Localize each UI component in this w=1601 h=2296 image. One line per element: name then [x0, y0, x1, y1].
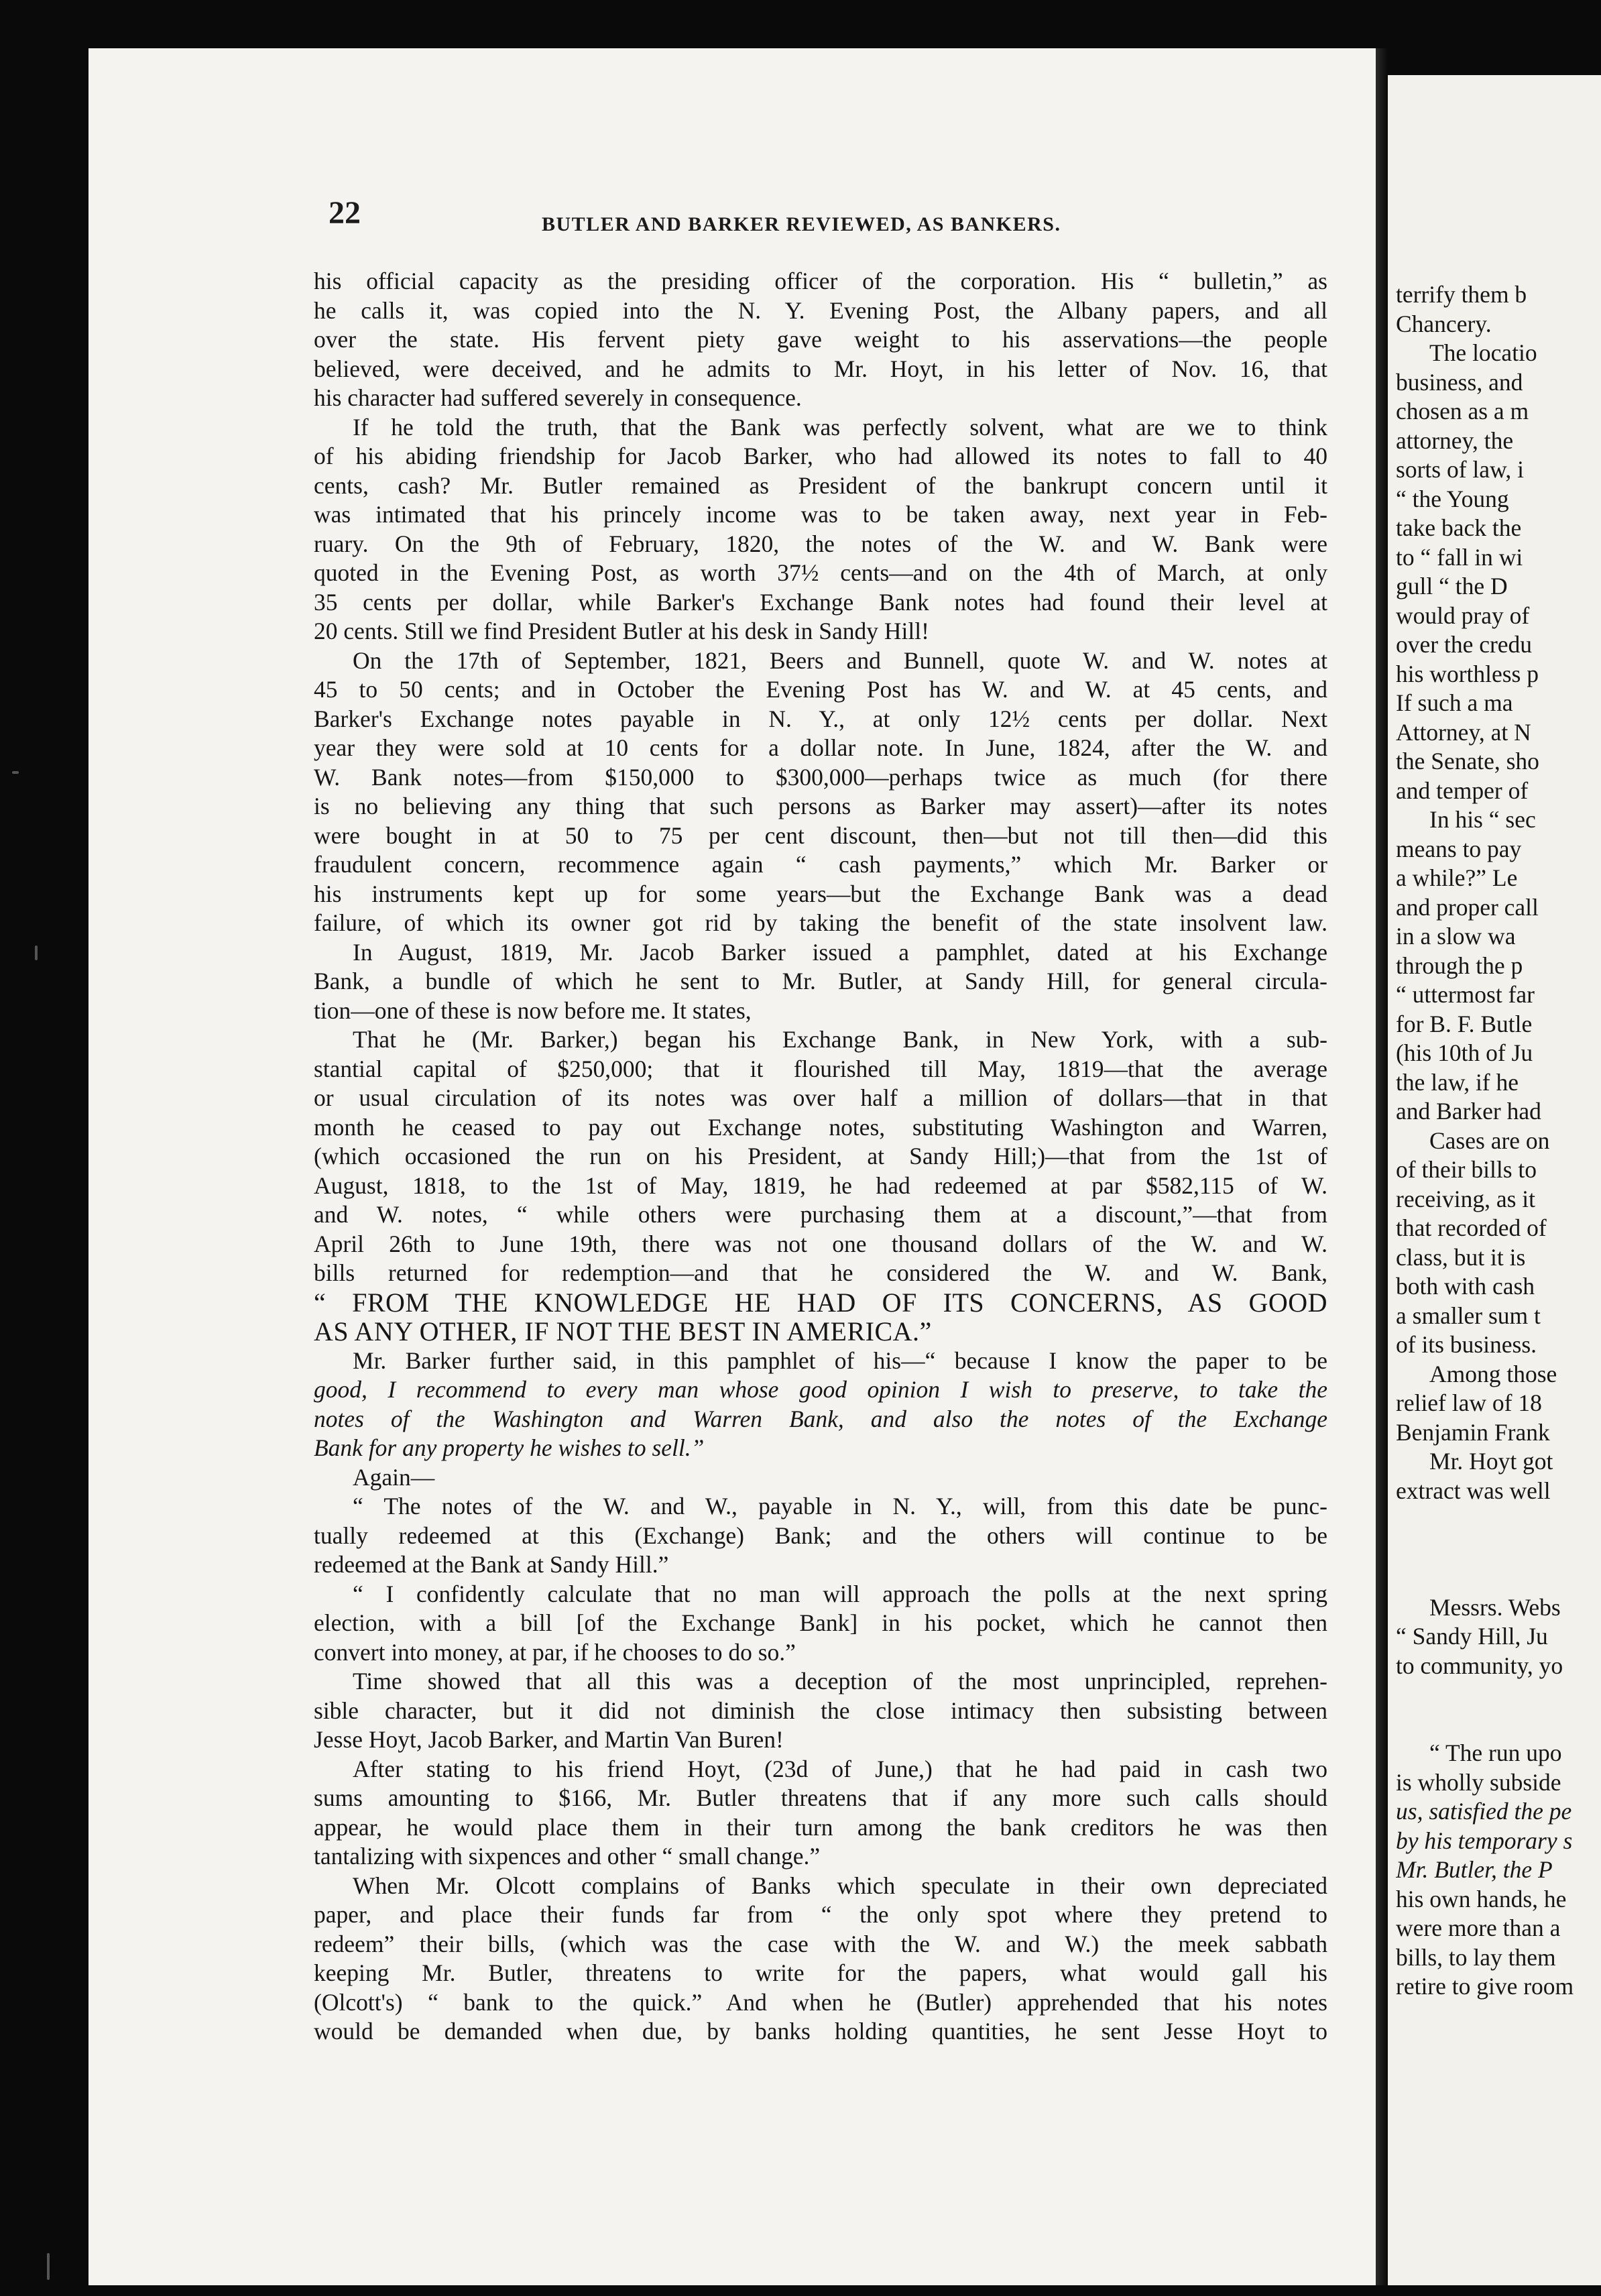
text-line: If he told the truth, that the Bank was perfectly solvent, what are we to think	[353, 413, 1327, 441]
text-line: that recorded of	[1396, 1214, 1547, 1241]
text-line: his instruments kept up for some years—but the Exchange Bank was a dead	[314, 880, 1327, 907]
text-line: is wholly subside	[1396, 1768, 1561, 1796]
text-line: paper, and place their funds far from “ the only spot where they pretend to	[314, 1901, 1327, 1928]
text-line: in a slow wa	[1396, 923, 1516, 950]
book-gutter	[1376, 48, 1388, 2285]
text-line: over the credu	[1396, 631, 1533, 658]
text-line: Messrs. Webs	[1429, 1593, 1561, 1621]
text-line: Bank for any property he wishes to sell.”	[314, 1434, 705, 1461]
text-line: “ FROM THE KNOWLEDGE HE HAD OF ITS CONCERNS, AS GOOD	[314, 1287, 1327, 1317]
text-line: August, 1818, to the 1st of May, 1819, he had redeemed at par $582,115 of W.	[314, 1171, 1327, 1199]
text-line: retire to give room	[1396, 1973, 1574, 2000]
text-line: In August, 1819, Mr. Jacob Barker issued a pamphlet, dated at his Exchange	[353, 938, 1327, 966]
text-line: sible character, but it did not diminish the close intimacy then subsisting between	[314, 1697, 1327, 1724]
text-line: or usual circulation of its notes was over half a million of dollars—that in that	[314, 1084, 1327, 1111]
text-line: Among those	[1429, 1360, 1557, 1387]
text-line: In his “ sec	[1429, 806, 1536, 833]
text-line: (his 10th of Ju	[1396, 1039, 1533, 1066]
text-line: us, satisfied the pe	[1396, 1798, 1572, 1825]
text-line: through the p	[1396, 952, 1523, 979]
text-line: Chancery.	[1396, 310, 1492, 337]
text-line: the Senate, sho	[1396, 748, 1539, 774]
text-line: his own hands, he	[1396, 1885, 1567, 1912]
text-line	[1396, 1564, 1601, 1593]
text-line: Cases are on	[1429, 1127, 1550, 1154]
text-line: Mr. Hoyt got	[1429, 1448, 1553, 1475]
text-line: terrify them b	[1396, 281, 1527, 308]
text-line: “ uttermost far	[1396, 981, 1535, 1008]
text-line: On the 17th of September, 1821, Beers and Bunnell, quote W. and W. notes at	[353, 646, 1327, 674]
text-line: Again—	[353, 1463, 435, 1491]
text-line: Jesse Hoyt, Jacob Barker, and Martin Van Buren!	[314, 1726, 784, 1753]
text-line: “ The run upo	[1429, 1739, 1562, 1766]
text-line: April 26th to June 19th, there was not one thousand dollars of the W. and W.	[314, 1230, 1327, 1257]
text-line: to “ fall in wi	[1396, 543, 1523, 571]
text-line: (which occasioned the run on his President, at Sandy Hill;)—that from the 1st of	[314, 1143, 1327, 1169]
text-line: stantial capital of $250,000; that it flourished till May, 1819—that the average	[314, 1055, 1327, 1082]
margin-mark	[47, 2253, 50, 2280]
text-line: good, I recommend to every man whose good opinion I wish to preserve, to take the	[314, 1376, 1327, 1403]
text-line: his official capacity as the presiding officer of the corporation. His “ bulletin,” as	[314, 268, 1327, 294]
text-line: Mr. Butler, the P	[1396, 1856, 1553, 1883]
text-line: 45 to 50 cents; and in October the Evening Post has W. and W. at 45 cents, and	[314, 676, 1327, 703]
text-line: 20 cents. Still we find President Butler at his desk in Sandy Hill!	[314, 618, 929, 644]
text-line: were more than a	[1396, 1914, 1561, 1941]
text-line: “ Sandy Hill, Ju	[1396, 1623, 1548, 1650]
text-line: he calls it, was copied into the N. Y. Evening Post, the Albany papers, and all	[314, 296, 1327, 324]
text-line: and Barker had	[1396, 1098, 1541, 1125]
text-line: would pray of	[1396, 601, 1530, 629]
margin-mark	[35, 945, 38, 960]
text-line: a smaller sum t	[1396, 1302, 1541, 1329]
text-line: failure, of which its owner got rid by taking the benefit of the state insolvent law.	[314, 909, 1327, 936]
text-line: Attorney, at N	[1396, 718, 1531, 746]
text-line: Bank, a bundle of which he sent to Mr. Butler, at Sandy Hill, for general circula-	[314, 968, 1327, 994]
text-line: for B. F. Butle	[1396, 1010, 1533, 1037]
text-line: cents, cash? Mr. Butler remained as President of the bankrupt concern until it	[314, 471, 1327, 499]
text-line: redeemed at the Bank at Sandy Hill.”	[314, 1551, 669, 1578]
text-line: and temper of	[1396, 777, 1529, 804]
facing-page-text	[1396, 280, 1601, 2002]
text-line: of his abiding friendship for Jacob Barker, who had allowed its notes to fall to 40	[314, 443, 1327, 469]
text-line: tion—one of these is now before me. It states,	[314, 996, 752, 1024]
text-line	[1396, 1505, 1601, 1535]
text-line: would be demanded when due, by banks holding quantities, he sent Jesse Hoyt to	[314, 2018, 1327, 2045]
text-line: AS ANY OTHER, IF NOT THE BEST IN AMERICA.”	[314, 1317, 932, 1346]
text-line: class, but it is	[1396, 1243, 1526, 1271]
text-line	[1396, 1680, 1601, 1710]
text-line: That he (Mr. Barker,) began his Exchange Bank, in New York, with a sub-	[353, 1026, 1327, 1053]
text-line: 35 cents per dollar, while Barker's Exchange Bank notes had found their level at	[314, 588, 1327, 616]
text-line: was intimated that his princely income was to be taken away, next year in Feb-	[314, 501, 1327, 528]
text-line: believed, were deceived, and he admits to Mr. Hoyt, in his letter of Nov. 16, that	[314, 355, 1327, 382]
text-line: bills, to lay them	[1396, 1943, 1556, 1971]
text-line: over the state. His fervent piety gave weight to his asservations—the people	[314, 326, 1327, 353]
margin-mark	[12, 771, 19, 774]
text-line: (Olcott's) “ bank to the quick.” And when he (Butler) apprehended that his notes	[314, 1988, 1327, 2016]
text-line: month he ceased to pay out Exchange notes, substituting Washington and Warren,	[314, 1113, 1327, 1141]
text-line: relief law of 18	[1396, 1389, 1542, 1416]
text-line: sorts of law, i	[1396, 456, 1524, 483]
text-line: Time showed that all this was a deception of the most unprincipled, reprehen-	[353, 1668, 1327, 1695]
page-number: 22	[329, 195, 361, 231]
text-line: means to pay	[1396, 835, 1522, 862]
text-line: election, with a bill [of the Exchange Bank] in his pocket, which he cannot then	[314, 1609, 1327, 1636]
text-line: chosen as a m	[1396, 398, 1529, 424]
text-line: “ the Young	[1396, 485, 1509, 512]
text-line	[1396, 1535, 1601, 1564]
text-line: Benjamin Frank	[1396, 1418, 1550, 1446]
text-line: of their bills to	[1396, 1156, 1537, 1183]
text-line: keeping Mr. Butler, threatens to write for the papers, what would gall his	[314, 1959, 1327, 1986]
text-line: Barker's Exchange notes payable in N. Y., at only 12½ cents per dollar. Next	[314, 705, 1327, 732]
text-line: bills returned for redemption—and that he considered the W. and W. Bank,	[314, 1259, 1327, 1286]
text-line: year they were sold at 10 cents for a dollar note. In June, 1824, after the W. and	[314, 734, 1327, 761]
text-line: appear, he would place them in their turn among the bank creditors he was then	[314, 1813, 1327, 1841]
text-line: W. Bank notes—from $150,000 to $300,000—perhaps twice as much (for there	[314, 763, 1327, 791]
text-line: and proper call	[1396, 893, 1539, 921]
text-line: notes of the Washington and Warren Bank, and also the notes of the Exchange	[314, 1405, 1327, 1432]
text-line: tantalizing with sixpences and other “ small change.”	[314, 1843, 821, 1870]
text-line: a while?” Le	[1396, 864, 1518, 891]
text-line: Mr. Barker further said, in this pamphlet of his—“ because I know the paper to be	[353, 1346, 1327, 1374]
text-line: the law, if he	[1396, 1068, 1519, 1096]
main-body-text	[314, 267, 1327, 2047]
text-line: sums amounting to $166, Mr. Butler threatens that if any more such calls should	[314, 1784, 1327, 1811]
text-line: were bought in at 50 to 75 per cent discount, then—but not till then—did this	[314, 821, 1327, 849]
text-line: “ I confidently calculate that no man will approach the polls at the next spring	[353, 1580, 1327, 1607]
running-title: BUTLER AND BARKER REVIEWED, AS BANKERS.	[542, 213, 1061, 235]
text-line: When Mr. Olcott complains of Banks which speculate in their own depreciated	[353, 1872, 1327, 1899]
text-line: redeem” their bills, (which was the case with the W. and W.) the meek sabbath	[314, 1930, 1327, 1957]
text-line: attorney, the	[1396, 426, 1514, 454]
text-line: The locatio	[1429, 339, 1537, 366]
text-line	[1396, 1710, 1601, 1739]
text-line: business, and	[1396, 368, 1523, 396]
text-line: “ The notes of the W. and W., payable in N. Y., will, from this date be punc-	[353, 1493, 1327, 1519]
text-line: receiving, as it	[1396, 1185, 1535, 1212]
text-line: is no believing any thing that such persons as Barker may assert)—after its notes	[314, 793, 1327, 819]
text-line: quoted in the Evening Post, as worth 37½ cents—and on the 4th of March, at only	[314, 559, 1327, 586]
text-line: convert into money, at par, if he chooses to do so.”	[314, 1638, 796, 1666]
text-line: tually redeemed at this (Exchange) Bank; and the others will continue to be	[314, 1522, 1327, 1549]
text-line: take back the	[1396, 514, 1522, 541]
text-line: fraudulent concern, recommence again “ cash payments,” which Mr. Barker or	[314, 851, 1327, 878]
text-line: his character had suffered severely in consequence.	[314, 384, 802, 411]
text-line: After stating to his friend Hoyt, (23d of June,) that he had paid in cash two	[353, 1755, 1327, 1782]
text-line: gull “ the D	[1396, 573, 1508, 599]
text-line: to community, yo	[1396, 1652, 1563, 1679]
text-line: If such a ma	[1396, 689, 1513, 716]
text-line: of its business.	[1396, 1331, 1537, 1358]
text-line: both with cash	[1396, 1273, 1535, 1300]
text-line: his worthless p	[1396, 660, 1539, 687]
text-line: and W. notes, “ while others were purchasing them at a discount,”—that from	[314, 1201, 1327, 1228]
text-line: by his temporary s	[1396, 1827, 1573, 1854]
text-line: ruary. On the 9th of February, 1820, the notes of the W. and W. Bank were	[314, 530, 1327, 557]
text-line: extract was well	[1396, 1477, 1551, 1504]
